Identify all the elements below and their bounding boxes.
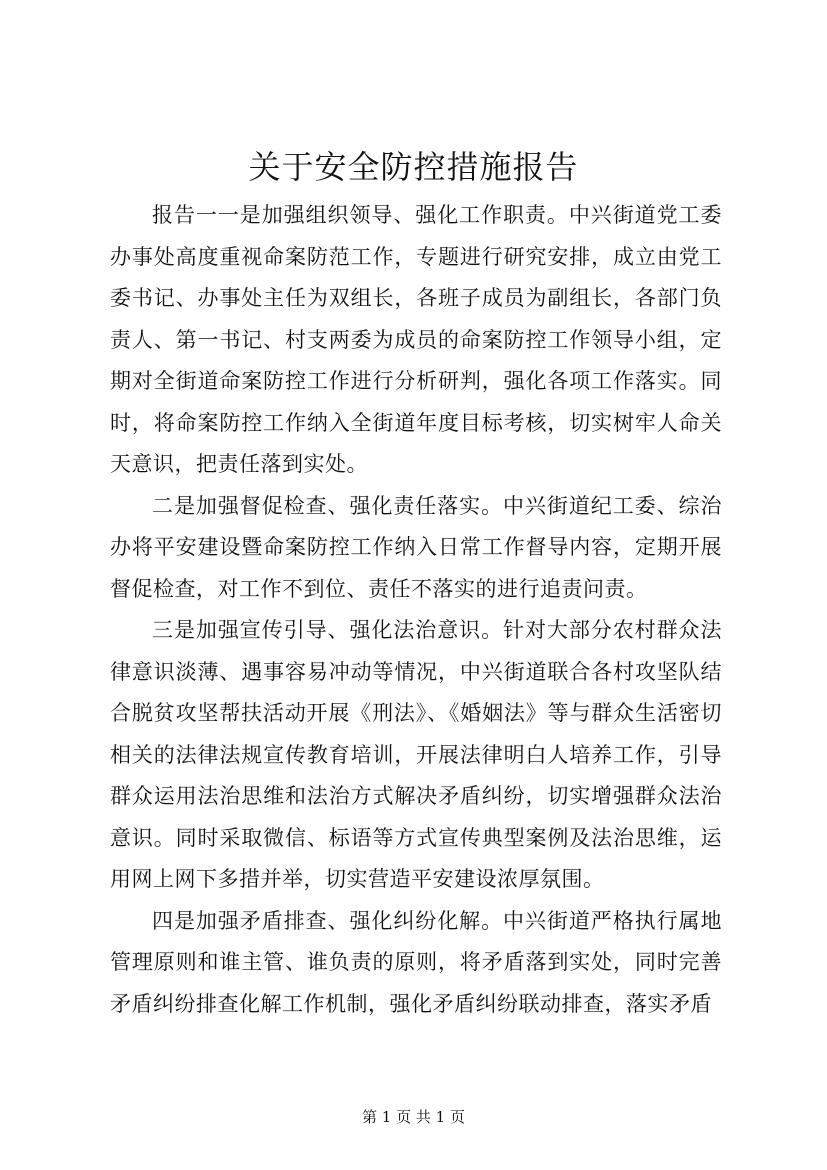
paragraph-3: 三是加强宣传引导、强化法治意识。针对大部分农村群众法律意识淡薄、遇事容易冲动等情况，中兴街道联合各村攻坚队结合脱贫攻坚帮扶活动开展《刑法》、《婚姻法》等与群众生活密切相关的法律法规宣传教育培训，开展法律明白人培养工作，引导群众运用法治思维和法治方式解决矛盾纠纷，切实增强群众法治意识。同时采取微信、标语等方式宣传典型案例及法治思维，运用网上网下多措并举，切实营造平安建设浓厚氛围。 — [110, 618, 722, 891]
paragraph-2: 二是加强督促检查、强化责任落实。中兴街道纪工委、综治办将平安建设暨命案防控工作纳入日常工作督导内容，定期开展督促检查，对工作不到位、责任不落实的进行追责问责。 — [110, 493, 722, 601]
document-body — [110, 195, 722, 1025]
document-title: 关于安全防控措施报告 — [248, 148, 579, 186]
paragraph-4: 四是加强矛盾排查、强化纠纷化解。中兴街道严格执行属地管理原则和谁主管、谁负责的原则，将矛盾落到实处，同时完善矛盾纠纷排查化解工作机制，强化矛盾纠纷联动排查，落实矛盾 — [110, 908, 722, 1016]
page-number-label: 第 1 页 共 1 页 — [362, 1108, 465, 1126]
page-footer — [0, 1107, 827, 1127]
paragraph-1: 报告一一是加强组织领导、强化工作职责。中兴街道党工委办事处高度重视命案防范工作，专题进行研究安排，成立由党工委书记、办事处主任为双组长，各班子成员为副组长，各部门负责人、第一书记、村支两委为成员的命案防控工作领导小组，定期对全街道命案防控工作进行分析研判，强化各项工作落实。同时，将命案防控工作纳入全街道年度目标考核，切实树牢人命关天意识，把责任落到实处。 — [110, 203, 722, 476]
